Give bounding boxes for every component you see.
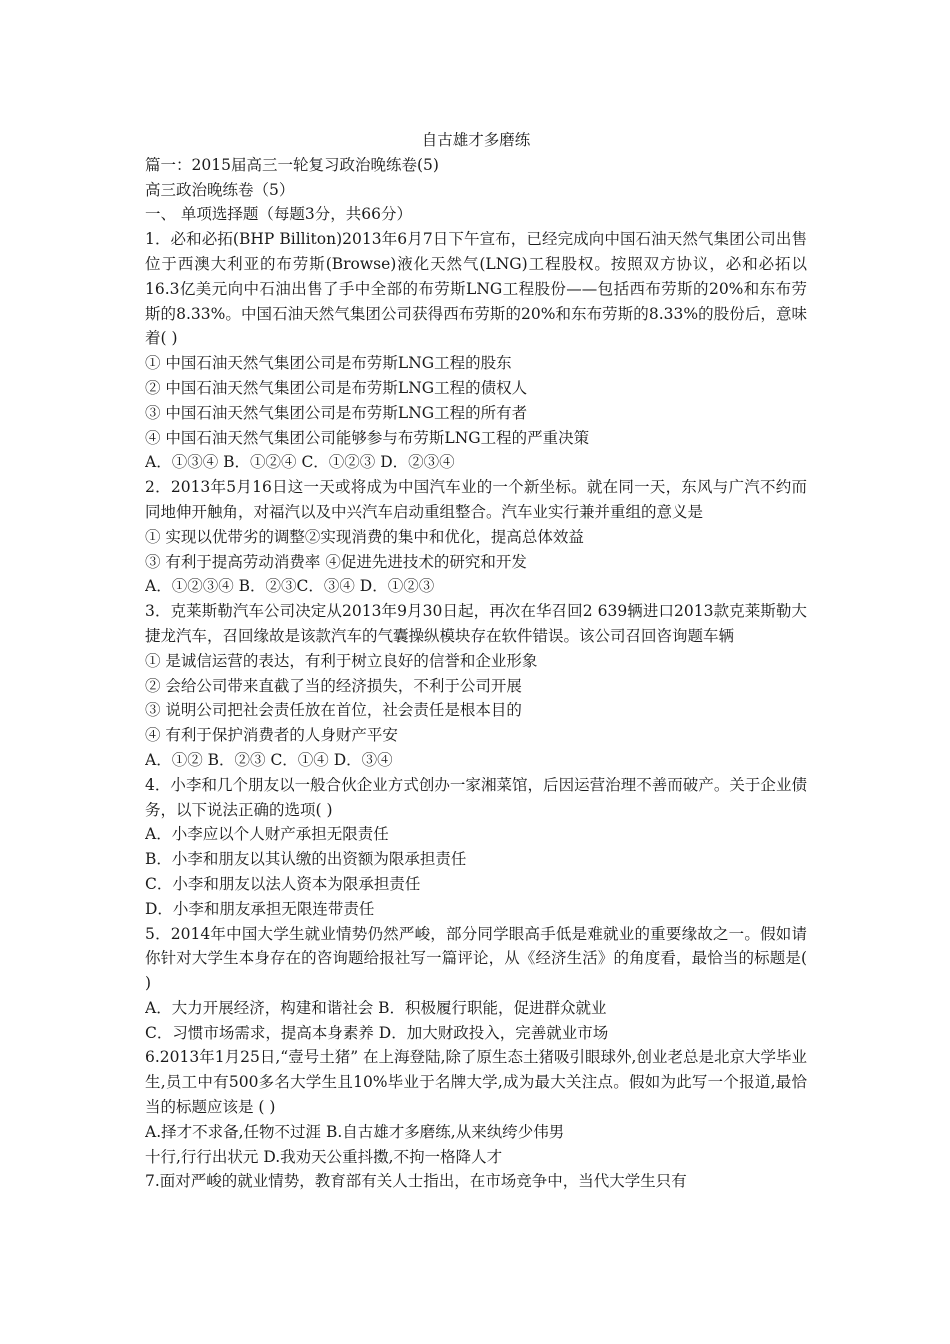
question-2-option: ① 实现以优带劣的调整②实现消费的集中和优化，提高总体效益 [145,527,584,546]
question-3-option: ④ 有利于保护消费者的人身财产平安 [145,726,398,745]
document-body [145,128,807,1194]
question-6-stem: 6.2013年1月25日,“壹号土猪” 在上海登陆,除了原生态土猪吸引眼球外,创业老总是北京大学毕业生,员工中有500多名大学生且10%毕业于名牌大学,成为最大关注点。假如为此写一个报道,最恰当的标题应该是 ( ) [145,1048,807,1117]
section-instruction: 一、 单项选择题（每题3分，共66分） [145,205,413,224]
exam-title: 高三政治晚练卷（5） [145,180,295,199]
document-title: 自古雄才多磨练 [421,131,531,149]
question-1-option: ④ 中国石油天然气集团公司能够参与布劳斯LNG工程的严重决策 [145,428,590,447]
question-1-option: ③ 中国石油天然气集团公司是布劳斯LNG工程的所有者 [145,403,528,422]
question-3-choices: A．①② B．②③ C．①④ D．③④ [145,750,393,769]
question-2-choices: A．①②③④ B．②③C．③④ D．①②③ [145,577,435,596]
question-5-stem: 5．2014年中国大学生就业情势仍然严峻，部分同学眼高手低是难就业的重要缘故之一。假如请你针对大学生本身存在的咨询题给报社写一篇评论，从《经济生活》的角度看，最恰当的标题是( ) [145,924,807,993]
question-6-option: A.择才不求备,任物不过涯 B.自古雄才多磨练,从来纨绔少伟男 [145,1122,565,1141]
question-1-option: ② 中国石油天然气集团公司是布劳斯LNG工程的债权人 [145,378,528,397]
section-heading: 篇一：2015届高三一轮复习政治晚练卷(5) [145,155,439,174]
question-1-option: ① 中国石油天然气集团公司是布劳斯LNG工程的股东 [145,354,512,373]
question-3-option: ① 是诚信运营的表达，有利于树立良好的信誉和企业形象 [145,651,538,670]
question-4-option: A．小李应以个人财产承担无限责任 [145,825,389,844]
question-4-option: D．小李和朋友承担无限连带责任 [145,899,375,918]
question-4-option: B．小李和朋友以其认缴的出资额为限承担责任 [145,850,467,869]
question-3-option: ③ 说明公司把社会责任放在首位，社会责任是根本目的 [145,701,522,720]
question-1-stem: 1．必和必拓(BHP Billiton)2013年6月7日下午宣布，已经完成向中国石油天然气集团公司出售位于西澳大利亚的布劳斯(Browse)液化天然气(LNG)工程股权。按照双方协议，必和必拓以16.3亿美元向中石油出售了手中全部的布劳斯LNG工程股份——包括西布劳斯的20%和东布劳斯的8.33%。中国石油天然气集团公司获得西布劳斯的20%和东布劳斯的8.33%的股份后，意味着( ) [145,230,807,348]
question-5-option: A．大力开展经济，构建和谐社会 B．积极履行职能，促进群众就业 [145,998,607,1017]
question-6-option: 十行,行行出状元 D.我劝天公重抖擞,不拘一格降人才 [145,1147,503,1166]
question-7-stem: 7.面对严峻的就业情势，教育部有关人士指出，在市场竞争中，当代大学生只有 [145,1172,687,1191]
question-3-option: ② 会给公司带来直截了当的经济损失，不利于公司开展 [145,676,522,695]
question-4-option: C．小李和朋友以法人资本为限承担责任 [145,874,421,893]
question-2-stem: 2．2013年5月16日这一天或将成为中国汽车业的一个新坐标。就在同一天，东风与广汽不约而同地伸开触角，对福汽以及中兴汽车启动重组整合。汽车业实行兼并重组的意义是 [145,478,807,521]
question-1-choices: A．①③④ B．①②④ C．①②③ D．②③④ [145,453,455,472]
question-2-option: ③ 有利于提高劳动消费率 ④促进先进技术的研究和开发 [145,552,527,571]
question-3-stem: 3．克莱斯勒汽车公司决定从2013年9月30日起，再次在华召回2 639辆进口2013款克莱斯勒大捷龙汽车，召回缘故是该款汽车的气囊操纵模块存在软件错误。该公司召回咨询题车辆 [145,602,807,645]
question-5-option: C．习惯市场需求，提高本身素养 D．加大财政投入，完善就业市场 [145,1023,609,1042]
question-4-stem: 4．小李和几个朋友以一般合伙企业方式创办一家湘菜馆，后因运营治理不善而破产。关于企业债务，以下说法正确的选项( ) [145,775,807,819]
